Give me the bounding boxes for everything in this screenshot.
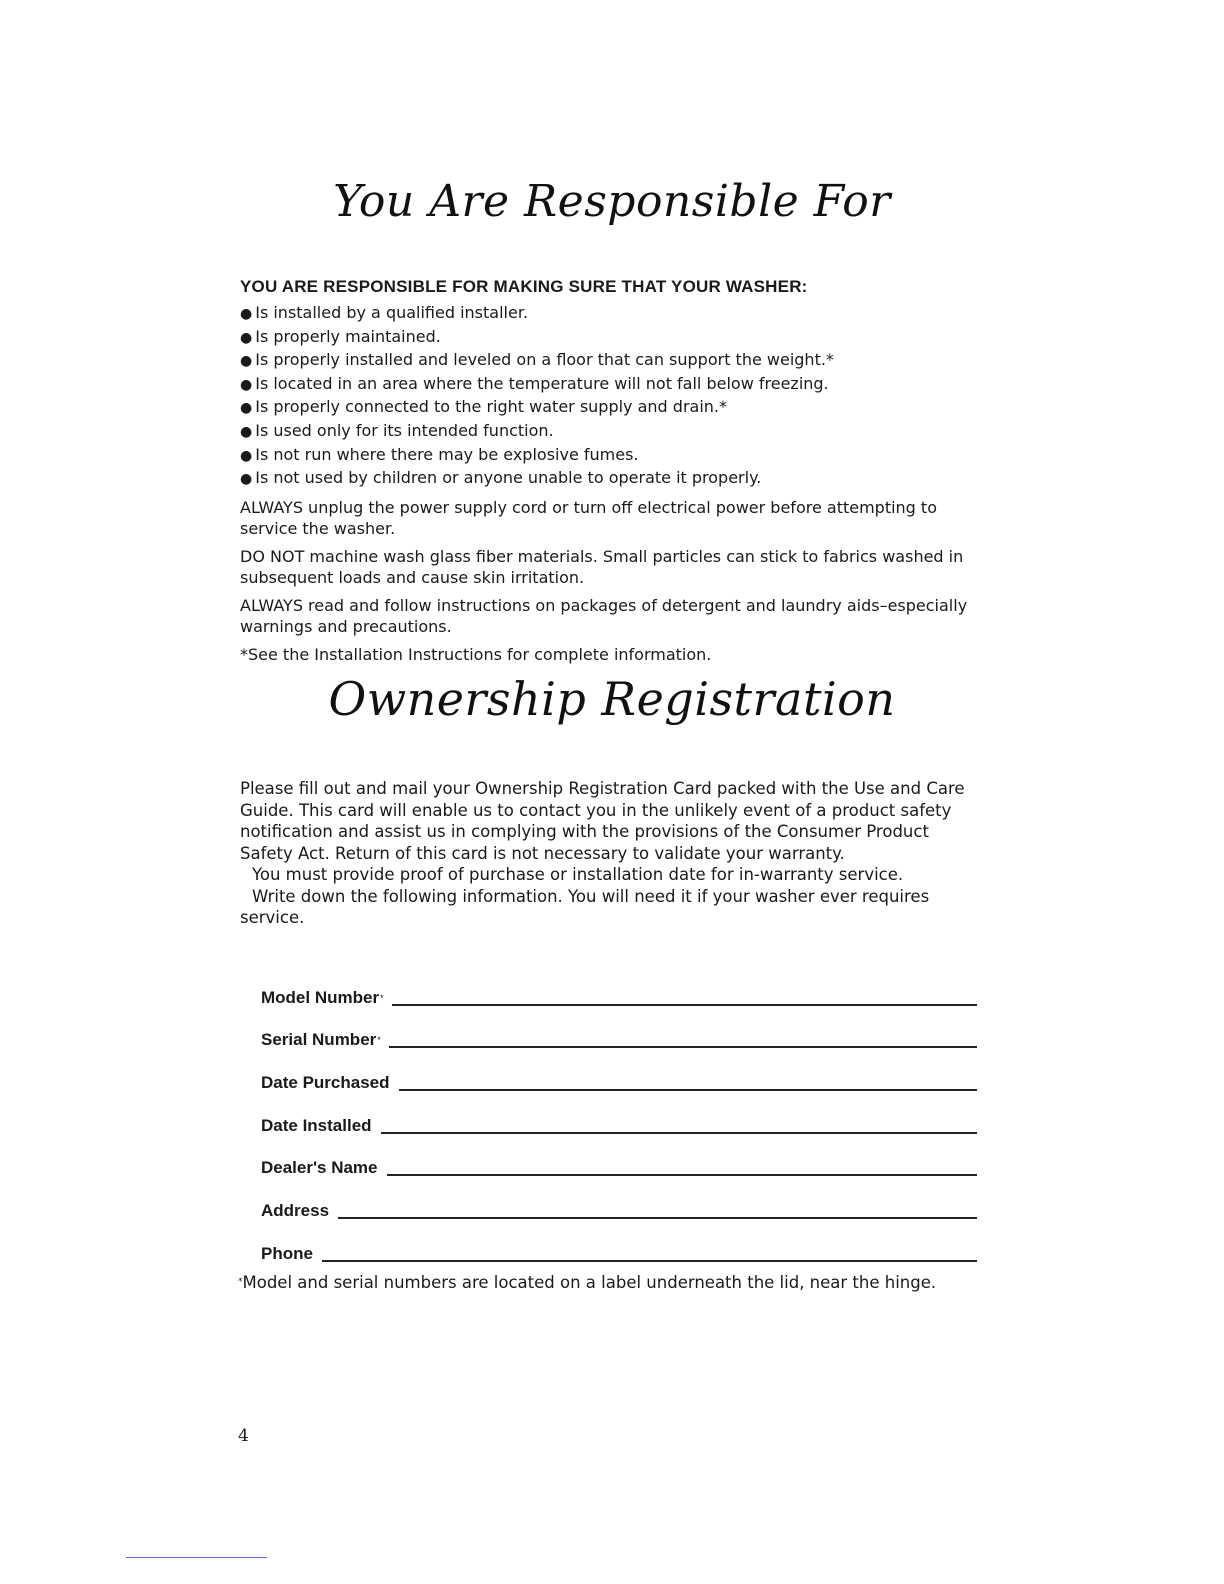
responsible-title: You Are Responsible For	[333, 176, 891, 227]
field-label: Address	[261, 1201, 330, 1221]
date-purchased-line[interactable]	[399, 1069, 978, 1091]
field-label: Date Installed	[261, 1115, 372, 1135]
list-item: ● Is located in an area where the temperature will not fall below freezing.	[240, 373, 980, 397]
serial-number-line[interactable]	[389, 1026, 977, 1048]
registration-form	[261, 966, 977, 1265]
bullet-icon: ●	[240, 447, 253, 464]
ownership-section	[240, 778, 980, 929]
responsibility-section	[240, 276, 980, 665]
page-number: 4	[238, 1426, 249, 1446]
bullet-icon: ●	[240, 329, 253, 346]
installation-note: *See the Installation Instructions for complete information.	[240, 644, 712, 664]
model-number-field	[261, 966, 977, 1009]
list-item: ● Is properly connected to the right water supply and drain.*	[240, 396, 980, 420]
bullet-icon: ●	[240, 306, 253, 322]
field-label: Serial Number*	[261, 1030, 381, 1050]
list-item: ● Is properly maintained.	[240, 326, 980, 350]
unplug-warning: ALWAYS unplug the power supply cord or turn off electrical power before attempting to service the washer.	[240, 497, 937, 539]
bullet-icon: ●	[240, 471, 253, 488]
date-installed-line[interactable]	[381, 1112, 977, 1134]
address-line[interactable]	[338, 1197, 977, 1219]
serial-location-footnote: *Model and serial numbers are located on a label underneath the lid, near the hinge.	[238, 1273, 937, 1292]
field-label: Phone	[261, 1243, 313, 1263]
bullet-icon: ●	[240, 353, 253, 370]
write-down-text: Write down the following information. You will need it if your washer ever requires service.	[240, 886, 930, 927]
date-installed-field	[261, 1094, 977, 1137]
glass-fiber-warning: DO NOT machine wash glass fiber materials. Small particles can stick to fabrics washed in subsequent loads and cause skin irritation.	[240, 546, 964, 588]
proof-of-purchase-text: You must provide proof of purchase or installation date for in-warranty service.	[252, 865, 904, 884]
list-item: ● Is not used by children or anyone unable to operate it properly.	[240, 467, 980, 491]
date-purchased-field	[261, 1051, 977, 1094]
detergent-warning: ALWAYS read and follow instructions on packages of detergent and laundry aids–especially warnings and precautions.	[240, 595, 968, 637]
ownership-intro: Please fill out and mail your Ownership Registration Card packed with the Use and Care Guide. This card will enable us to contact you in the unlikely event of a product safety notification and assist us in complying with the provisions of the Consumer Product Safety Act. Return of this card is not necessary to validate your warranty.	[240, 779, 965, 863]
model-number-line[interactable]	[392, 984, 977, 1006]
ownership-title: Ownership Registration	[328, 672, 896, 726]
list-item: ● Is properly installed and leveled on a floor that can support the weight.*	[240, 349, 980, 373]
address-field	[261, 1179, 977, 1222]
list-item: ● Is not run where there may be explosive fumes.	[240, 444, 980, 468]
dealer-name-line[interactable]	[387, 1154, 977, 1176]
bullet-icon: ●	[240, 423, 253, 440]
responsibility-heading: YOU ARE RESPONSIBLE FOR MAKING SURE THAT YOUR WASHER:	[240, 277, 808, 296]
divider	[126, 1557, 267, 1558]
field-label: Dealer's Name	[261, 1158, 378, 1178]
responsibility-list	[240, 302, 980, 491]
list-item: ● Is installed by a qualified installer.	[240, 302, 980, 326]
list-item: ● Is used only for its intended function.	[240, 420, 980, 444]
dealer-name-field	[261, 1137, 977, 1180]
serial-number-field	[261, 1009, 977, 1052]
field-label: Date Purchased	[261, 1073, 390, 1093]
field-label: Model Number*	[261, 987, 384, 1007]
phone-field	[261, 1222, 977, 1265]
phone-line[interactable]	[322, 1240, 977, 1262]
bullet-icon: ●	[240, 400, 253, 417]
bullet-icon: ●	[240, 376, 253, 393]
